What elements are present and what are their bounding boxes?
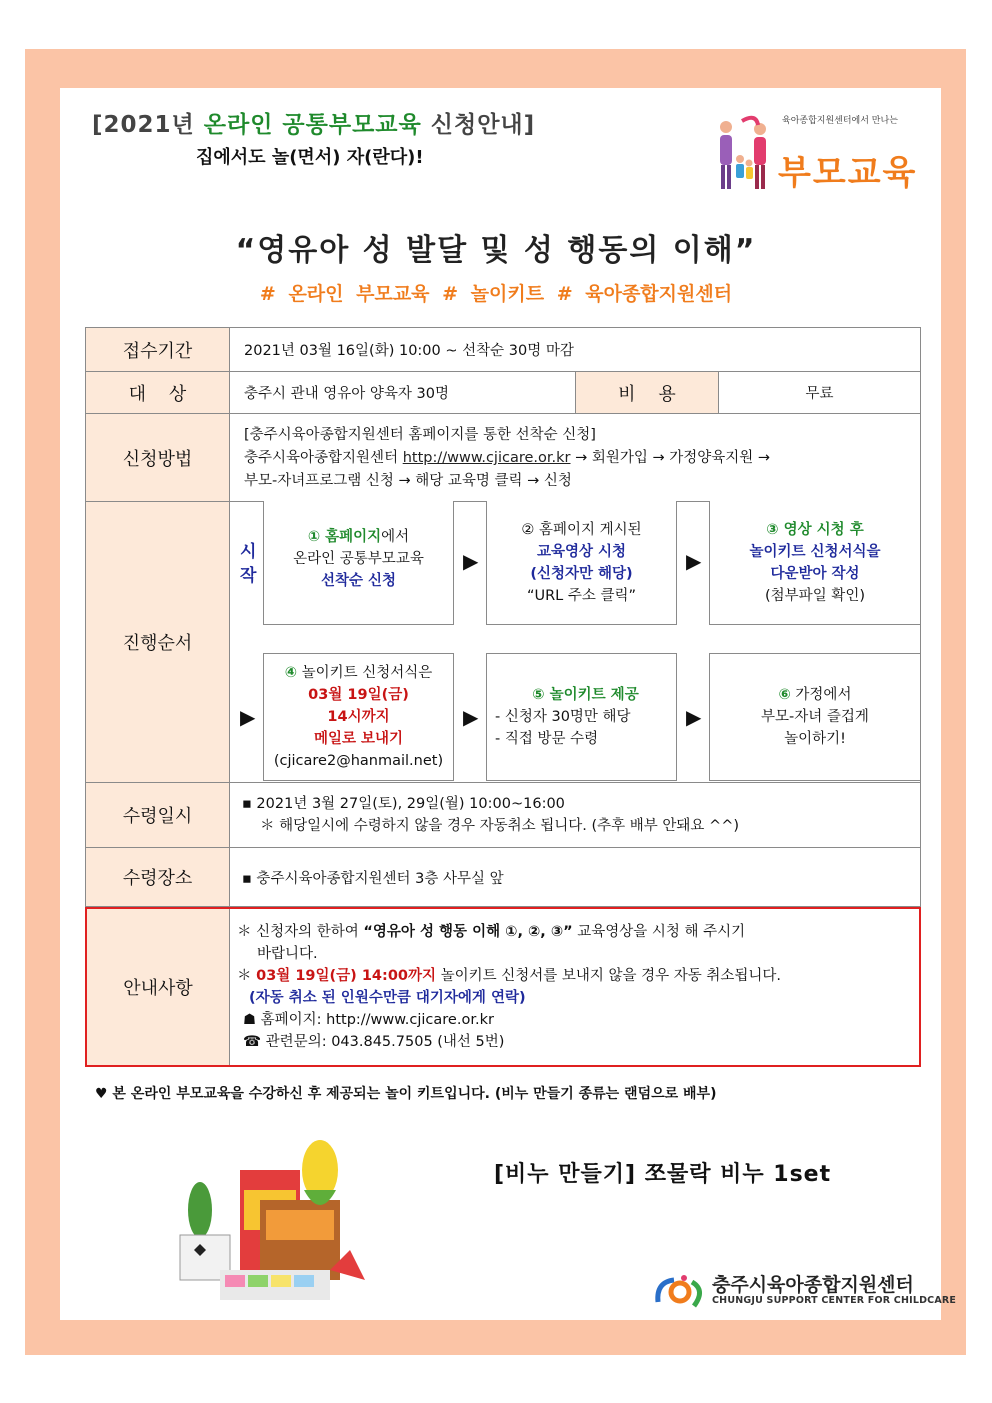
center-logo [654, 1270, 957, 1314]
arrow-4: ▶ [463, 705, 479, 729]
process-label: 진행순서 [85, 501, 230, 783]
notice-contact: ☎ 관련문의: 043.845.7505 (내선 5번) [243, 1034, 505, 1050]
header-title: [2021년 온라인 공통부모교육 신청안내] [92, 112, 536, 138]
kit-title: [비누 만들기] 쪼물락 비누 1set [494, 1162, 832, 1187]
header-highlight: 온라인 공통부모교육 [203, 112, 422, 138]
step-3-box: ③ 영상 시청 후 놀이키트 신청서식을 다운받아 작성 (첨부파일 확인) [709, 501, 921, 625]
logo-tagline: 육아종합지원센터에서 만나는 [782, 116, 898, 126]
header-subtitle: 집에서도 놀(면서) 자(란다)! [196, 147, 424, 168]
notice-label: 안내사항 [85, 907, 230, 1067]
hashtags: # 온라인 부모교육 # 놀이키트 # 육아종합지원센터 [259, 283, 733, 305]
notice-value: ＊ 신청자의 한하여 “영유아 성 행동 이해 ①, ②, ③” 교육영상을 시청 해 주시기 바랍니다. ＊ 03월 19일(금) 14:00까지 놀이키트 신청서를 보내지 않을 경우 자동 취소됩니다. (자동 취소 된 인원수만큼 대기자에게 연락) ☗ 홈페이지: http://www.cjicare.or.kr ☎ 관련문의: 043.845.7505 (내선 5번) [229, 907, 921, 1067]
homepage-link[interactable]: http://www.cjicare.or.kr [402, 450, 571, 466]
method-label: 신청방법 [85, 413, 230, 502]
arrow-5: ▶ [686, 705, 702, 729]
step-6-box: ⑥ 가정에서 부모-자녀 즐겁게 놀이하기! [709, 653, 921, 781]
target-label: 대 상 [85, 371, 230, 414]
start-marker: 시 작 [240, 542, 257, 586]
family-icon [712, 115, 774, 195]
fee-value: 무료 [718, 371, 921, 414]
logo-text: 부모교육 [778, 153, 918, 193]
kit-note: ♥ 본 온라인 부모교육을 수강하신 후 제공되는 놀이 키트입니다. (비누 만들기 종류는 랜덤으로 배부) [95, 1086, 717, 1102]
arrow-3: ▶ [240, 705, 256, 729]
step-4-box: ④ 놀이키트 신청서식은 03월 19일(금) 14시까지 메일로 보내기 (cjicare2@hanmail.net) [263, 653, 454, 781]
arrow-2: ▶ [686, 549, 702, 573]
method-line1: [충주시육아종합지원센터 홈페이지를 통한 선착순 신청] [244, 427, 596, 443]
notice-line3: ＊ 03월 19일(금) 14:00까지 놀이키트 신청서를 보내지 않을 경우 자동 취소됩니다. [237, 968, 782, 984]
step-5-box: ⑤ 놀이키트 제공 - 신청자 30명만 해당 - 직접 방문 수령 [486, 653, 677, 781]
pickup-date-label: 수령일시 [85, 782, 230, 848]
pickup-place-value: ▪ 충주시육아종합지원센터 3층 사무실 앞 [229, 847, 921, 907]
arrow-1: ▶ [463, 549, 479, 573]
reception-label: 접수기간 [85, 327, 230, 372]
info-table [85, 327, 921, 1067]
pickup-date-value: ▪ 2021년 3월 27일(토), 29일(월) 10:00~16:00 ＊ 해당일시에 수령하지 않을 경우 자동취소 됩니다. (추후 배부 안돼요 ^^) [229, 782, 921, 848]
center-emblem-icon [654, 1272, 708, 1312]
center-name: 충주시육아종합지원센터 [712, 1274, 914, 1296]
method-line3: 부모-자녀프로그램 신청 → 해당 교육명 클릭 → 신청 [244, 473, 572, 489]
step-1-box: ① 홈페이지에서 온라인 공통부모교육 선착순 신청 [263, 501, 454, 625]
center-name-en: CHUNGJU SUPPORT CENTER FOR CHILDCARE [712, 1295, 957, 1306]
notice-homepage: ☗ 홈페이지: http://www.cjicare.or.kr [243, 1012, 494, 1028]
method-value [229, 413, 921, 502]
soap-kit-illustration [170, 1130, 370, 1325]
step-2-box: ② 홈페이지 게시된 교육영상 시청 (신청자만 해당) “URL 주소 클릭” [486, 501, 677, 625]
fee-label: 비 용 [575, 371, 719, 414]
target-value: 충주시 관내 영유아 양육자 30명 [229, 371, 576, 414]
main-title: “영유아 성 발달 및 성 행동의 이해” [235, 233, 757, 268]
reception-value: 2021년 03월 16일(화) 10:00 ~ 선착순 30명 마감 [229, 327, 921, 372]
notice-line1: ＊ 신청자의 한하여 “영유아 성 행동 이해 ①, ②, ③” 교육영상을 시청 해 주시기 [237, 924, 746, 940]
pickup-place-label: 수령장소 [85, 847, 230, 907]
parent-education-logo [712, 105, 922, 197]
method-line2: 충주시육아종합지원센터 http://www.cjicare.or.kr → 회원가입 → 가정양육지원 → [244, 450, 771, 466]
